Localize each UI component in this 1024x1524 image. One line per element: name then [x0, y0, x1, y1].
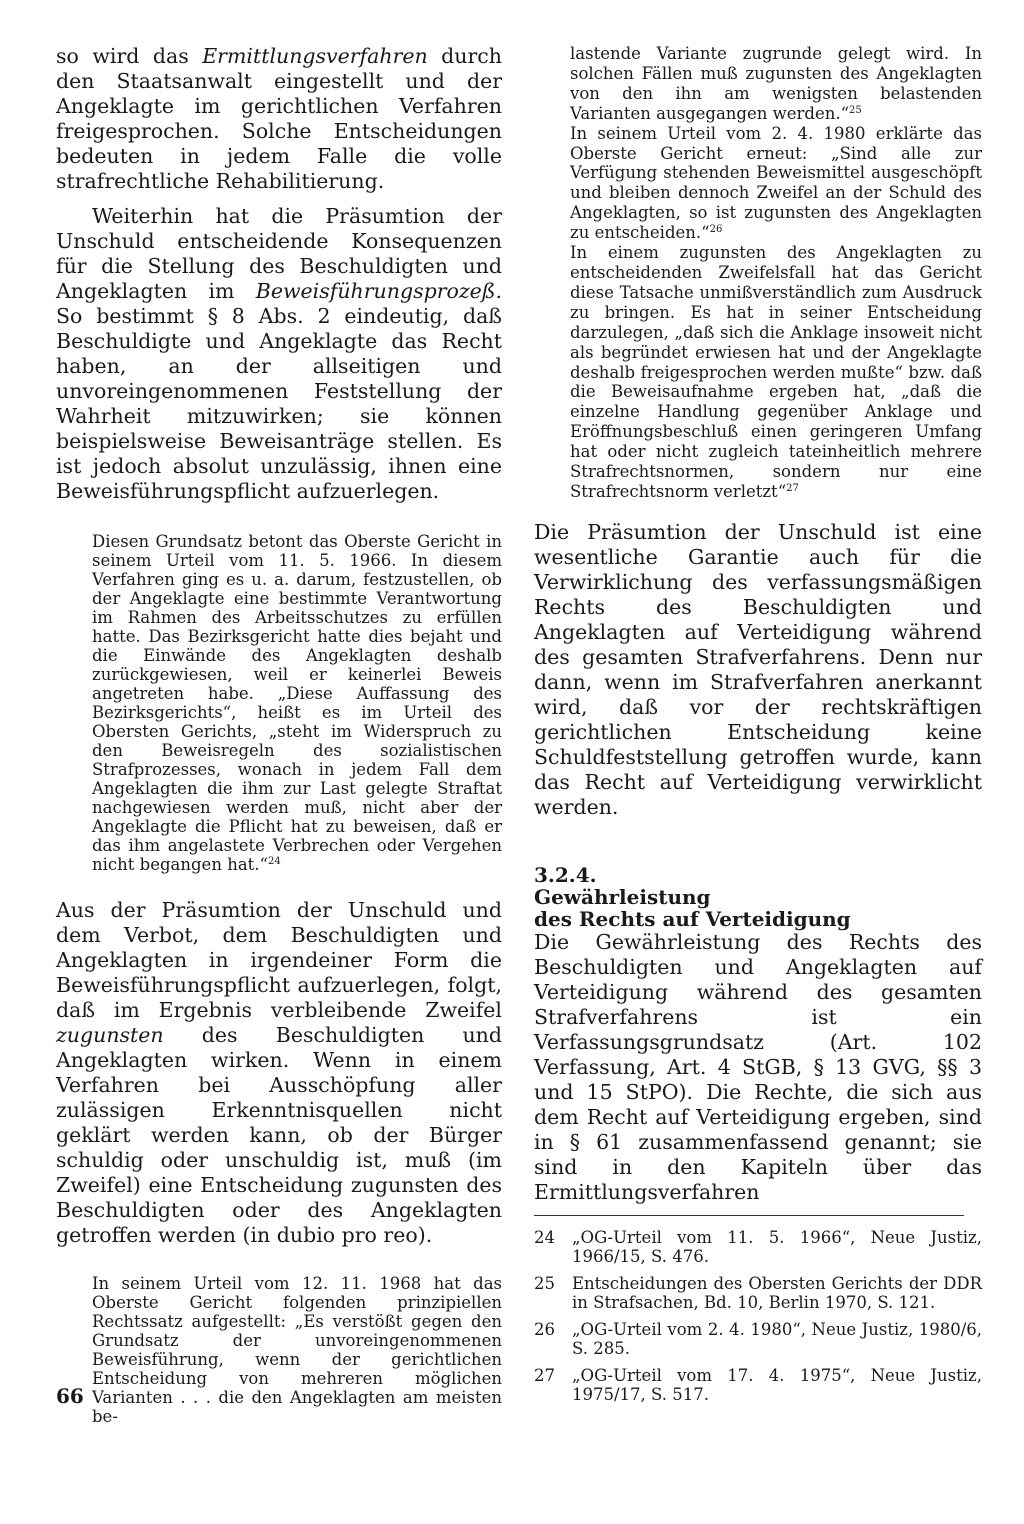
- paragraph-2: Weiterhin hat die Präsumtion der Unschuld entscheidende Konsequenzen für die Stellung des Beschuldigten und Angeklagten im Beweisführungsprozeß. So bestimmt § 8 Abs. 2 eindeutig, daß Beschuldigte und Angeklagte das Recht haben, an der allseitigen und unvoreingenommenen Feststellung der Wahrheit mitzuwirken; sie können beispielsweise Beweisanträge stellen. Es ist jedoch absolut unzulässig, ihnen eine Beweisführungspflicht aufzuerlegen.: [56, 204, 502, 503]
- paragraph-3: Aus der Präsumtion der Unschuld und dem Verbot, dem Beschuldigten und Angeklagten in irgendeiner Form die Beweisführungspflicht aufzuerlegen, folgt, daß im Ergebnis verbleibende Zweifel zugunsten des Beschuldigten und Angeklagten wirken. Wenn in einem Verfahren bei Ausschöpfung aller zulässigen Erkenntnisquellen nicht geklärt werden kann, ob der Bürger schuldig oder unschuldig ist, muß (im Zweifel) eine Entscheidung zugunsten des Beschuldigten oder des Angeklagten getroffen werden (in dubio pro reo).: [56, 898, 502, 1247]
- page-number: 66: [56, 1384, 84, 1408]
- section-number: 3.2.4.: [534, 862, 597, 887]
- footnote-26: 26 „OG-Urteil vom 2. 4. 1980“, Neue Justiz, 1980/6, S. 285.: [534, 1319, 982, 1358]
- quote-obersten-gericht-1966: Diesen Grundsatz betont das Oberste Gericht in seinem Urteil vom 11. 5. 1966. In diesem Verfahren ging es u. a. darum, festzustellen, ob der Angeklagte eine bestimmte Verantwortung im Rahmen des Arbeitsschutzes zu erfüllen hatte. Das Bezirksgericht hatte dies bejaht und die Einwände des Angeklagten deshalb zurückgewiesen, weil er keinerlei Beweis angetreten habe. „Diese Auffassung des Bezirksgerichts“, heißt es im Urteil des Obersten Gerichts, „steht im Widerspruch zu den Beweisregeln des sozialistischen Strafprozesses, wonach in jedem Fall dem Angeklagten die ihm zur Last gelegte Straftat nachgewiesen werden muß, nicht aber der Angeklagte die Pflicht hat zu beweisen, daß er das ihm angelastete Verbrechen oder Vergehen nicht begangen hat.“$^{24}$: [92, 532, 502, 874]
- quote-zweifelsfall: In einem zugunsten des Angeklagten zu entscheidenden Zweifelsfall hat das Gericht diese Tatsache unmißverständlich zum Ausdruck zu bringen. Es hat in seiner Entscheidung darzulegen, „daß sich die Anklage insoweit nicht als begründet erwiesen hat und der Angeklagte deshalb freigesprochen werden mußte“ bzw. daß die Beweisaufnahme ergeben hat, „daß die einzelne Handlung gegenüber Anklage und Eröffnungsbeschluß einen geringeren Umfang hat oder nicht zugleich tateinheitlich mehrere Strafrechtsnormen, sondern nur eine Strafrechtsnorm verletzt“$^{27}$: [570, 243, 982, 501]
- footnotes: [534, 1228, 982, 1404]
- footnote-ref-24[interactable]: 24: [267, 856, 281, 867]
- footnote-ref-26[interactable]: 26: [709, 224, 723, 236]
- footnote-ref-27[interactable]: 27: [786, 482, 799, 494]
- quote-continuation: lastende Variante zugrunde gelegt wird. In solchen Fällen muß zugunsten des Angeklagten von den ihn am wenigsten belastenden Varianten ausgegangen werden.“$^{25}$: [570, 44, 982, 123]
- quote-obersten-gericht-1980: In seinem Urteil vom 2. 4. 1980 erklärte das Oberste Gericht erneut: „Sind alle zur Verfügung stehenden Beweismittel ausgeschöpft und bleiben dennoch Zweifel an der Schuld des Angeklagten, so ist zugunsten des Angeklagten zu entscheiden.“$^{26}$: [570, 123, 982, 243]
- footnote-27: 27 „OG-Urteil vom 17. 4. 1975“, Neue Justiz, 1975/17, S. 517.: [534, 1365, 982, 1404]
- footnote-24: 24 „OG-Urteil vom 11. 5. 1966“, Neue Justiz, 1966/15, S. 476.: [534, 1227, 982, 1266]
- footnote-ref-25[interactable]: 25: [849, 104, 862, 116]
- footnote-25: 25 Entscheidungen des Obersten Gerichts der DDR in Strafsachen, Bd. 10, Berlin 1970, S. 121.: [534, 1273, 982, 1312]
- left-column: [56, 44, 502, 1426]
- section-heading: [534, 864, 982, 930]
- section-title-line-2: des Rechts auf Verteidigung: [534, 906, 851, 931]
- paragraph-5: Die Gewährleistung des Rechts des Beschuldigten und Angeklagten auf Verteidigung während des gesamten Strafverfahrens ist ein Verfassungsgrundsatz (Art. 102 Verfassung, Art. 4 StGB, § 13 GVG, §§ 3 und 15 StPO). Die Rechte, die sich aus dem Recht auf Verteidigung ergeben, sind in § 61 zusammenfassend genannt; sie sind in den Kapiteln über das Ermittlungsverfahren: [534, 929, 982, 1204]
- section-title-line-1: Gewährleistung: [534, 884, 711, 909]
- paragraph-1: so wird das Ermittlungsverfahren durch den Staatsanwalt eingestellt und der Angeklagte im gerichtlichen Verfahren freigesprochen. Solche Entscheidungen bedeuten in jedem Falle die volle strafrechtliche Rehabilitierung.: [56, 44, 502, 193]
- footnote-divider: [534, 1215, 964, 1216]
- quote-obersten-gericht-1968: In seinem Urteil vom 12. 11. 1968 hat das Oberste Gericht folgenden prinzipiellen Rechtssatz aufgestellt: „Es verstößt gegen den Grundsatz der unvoreingenommenen Beweisführung, wenn der gerichtlichen Entscheidung von mehreren möglichen Varianten . . . die den Angeklagten am meisten be-: [92, 1274, 502, 1426]
- paragraph-4: Die Präsumtion der Unschuld ist eine wesentliche Garantie auch für die Verwirklichung des verfassungsmäßigen Rechts des Beschuldigten und Angeklagten auf Verteidigung während des gesamten Strafverfahrens. Denn nur dann, wenn im Strafverfahren anerkannt wird, daß vor der rechtskräftigen gerichtlichen Entscheidung keine Schuldfeststellung getroffen wurde, kann das Recht auf Verteidigung verwirklicht werden.: [534, 519, 982, 819]
- right-column: [534, 44, 982, 1412]
